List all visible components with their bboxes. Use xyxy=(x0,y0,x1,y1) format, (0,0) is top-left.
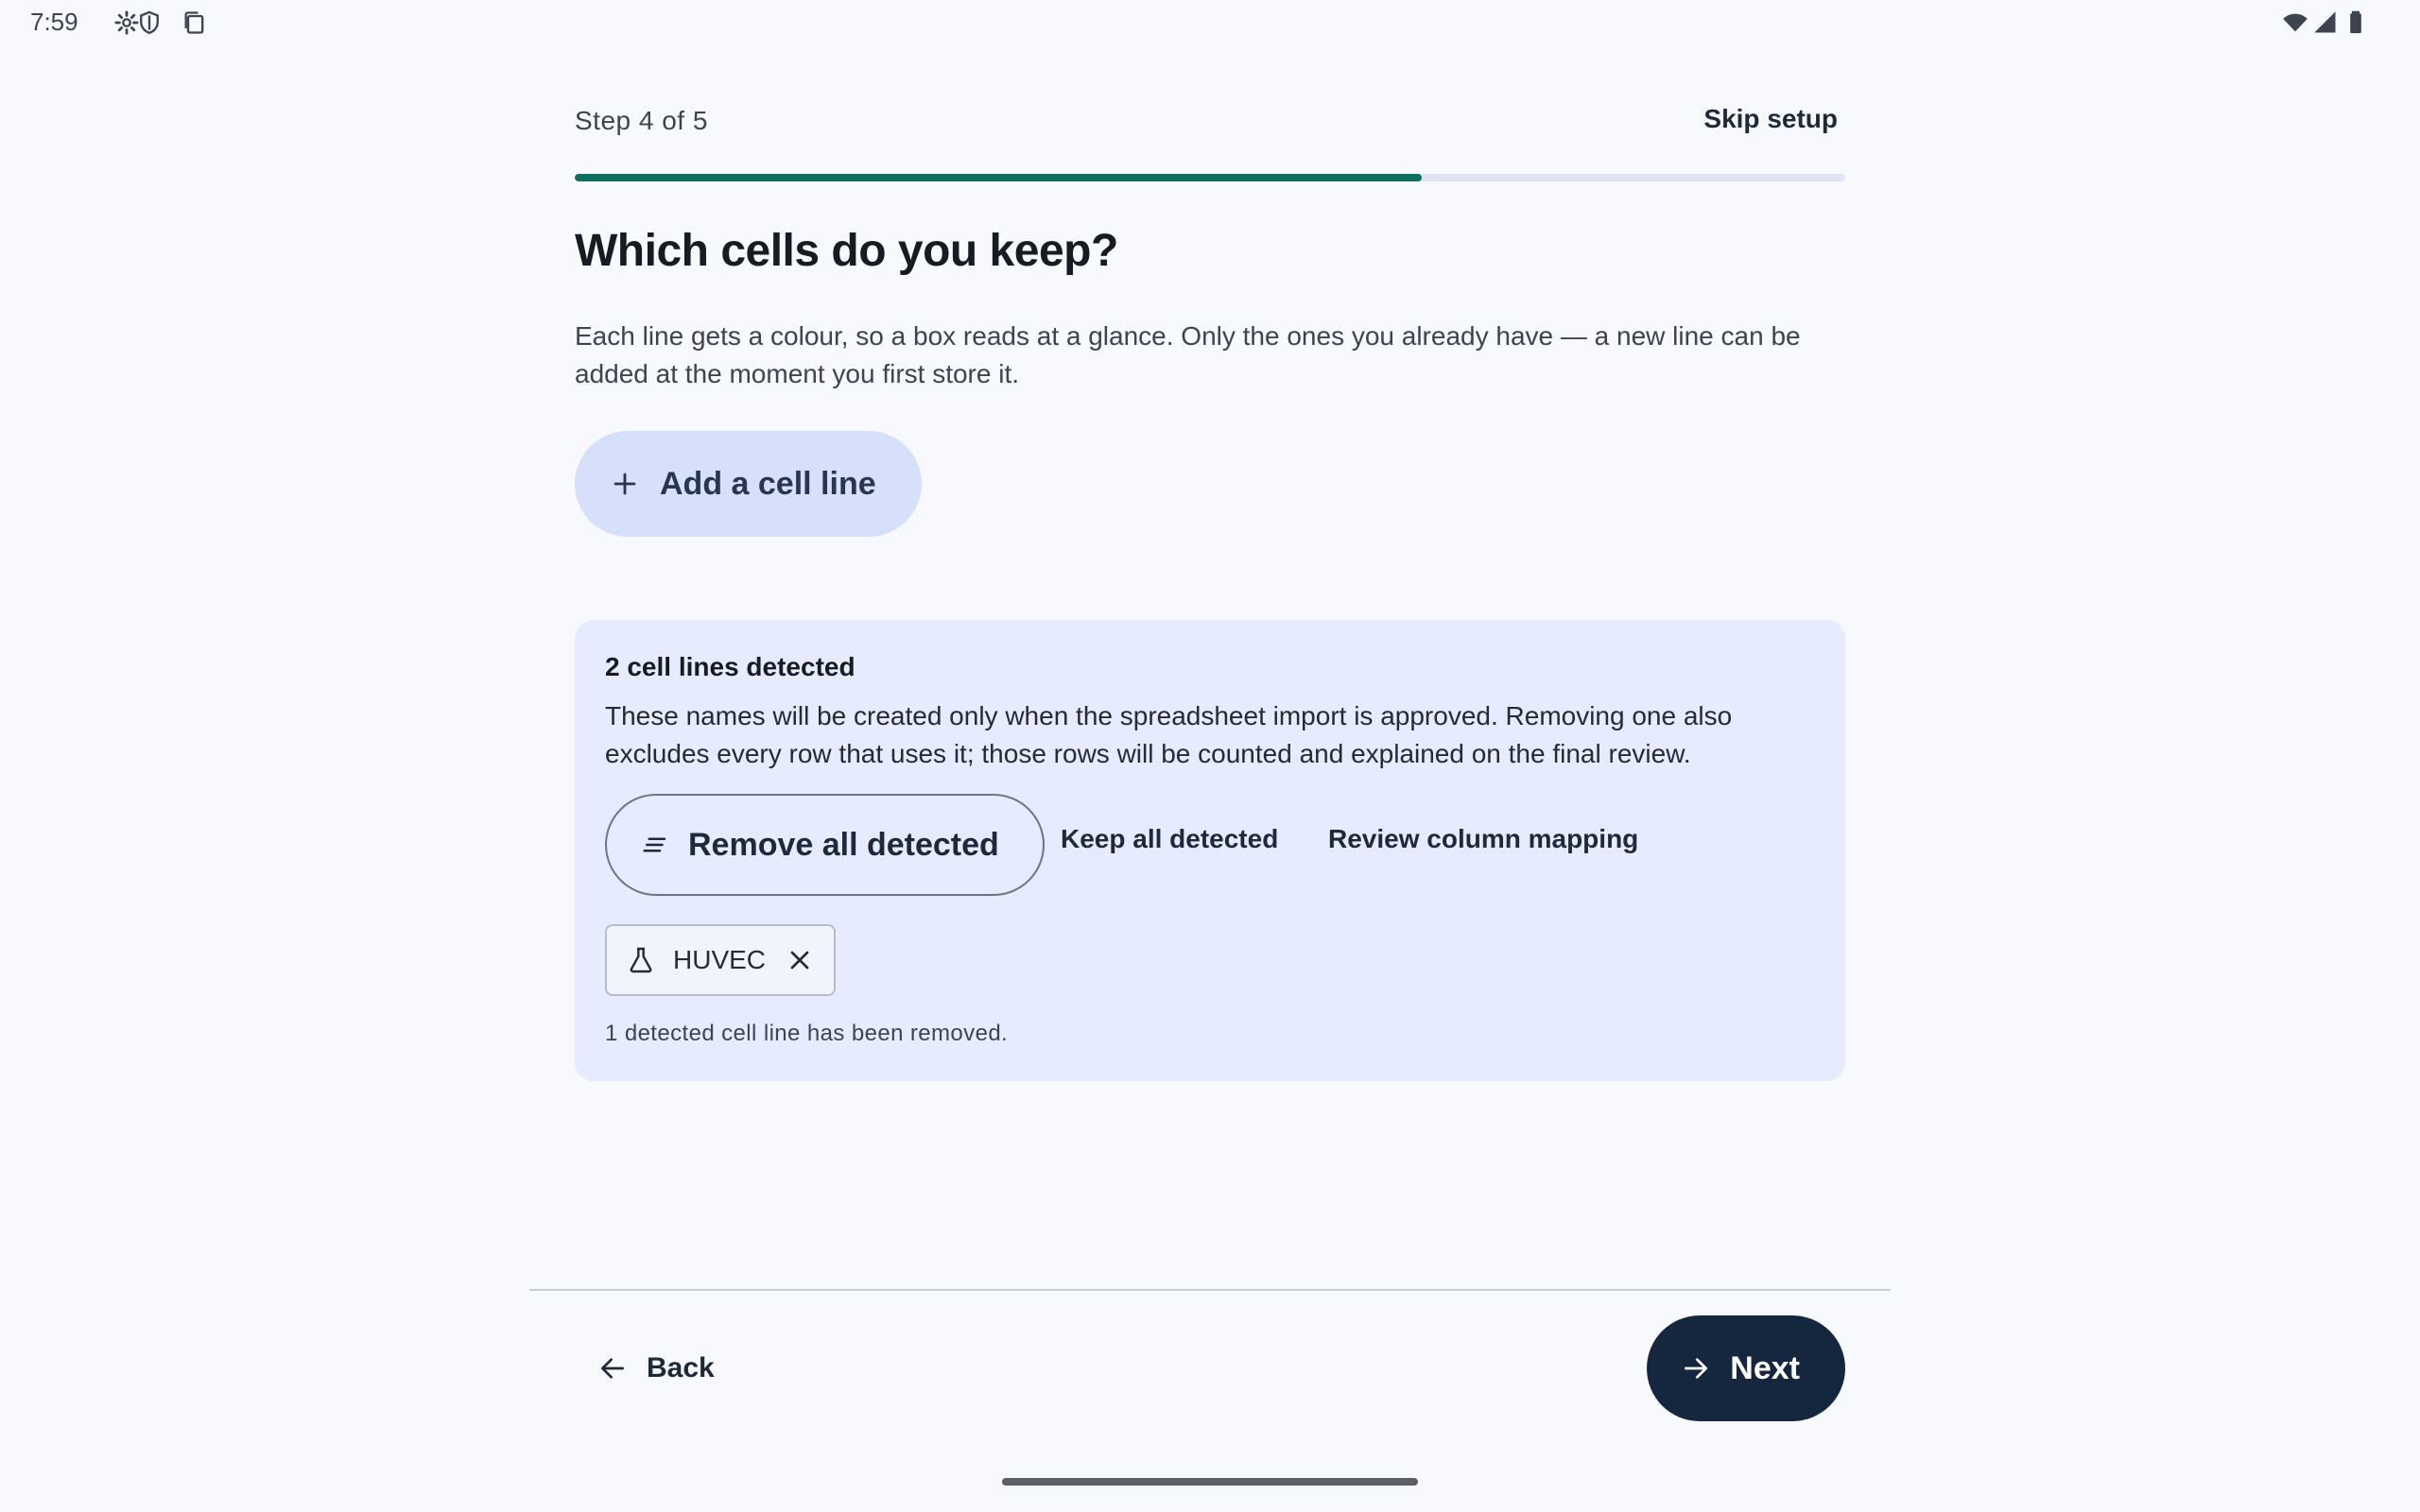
arrow-left-icon xyxy=(597,1353,628,1383)
flask-icon xyxy=(626,945,656,975)
remove-all-detected-label: Remove all detected xyxy=(688,826,999,863)
sort-lines-icon xyxy=(641,831,669,859)
detected-count-title: 2 cell lines detected xyxy=(605,652,856,681)
footer-divider xyxy=(529,1289,1891,1291)
page-title: Which cells do you keep? xyxy=(575,226,1118,276)
skip-setup-button[interactable]: Skip setup xyxy=(1703,104,1838,133)
wifi-icon xyxy=(2282,9,2308,36)
back-label: Back xyxy=(647,1352,715,1383)
status-bar xyxy=(0,0,2420,45)
home-indicator[interactable] xyxy=(1002,1478,1418,1486)
detected-explanation: These names will be created only when the spreadsheet import is approved. Removing one also excludes every row that uses it; those rows will be counted and explained on the final review. xyxy=(605,701,1733,768)
chip-label: HUVEC xyxy=(673,945,767,974)
step-indicator: Step 4 of 5 xyxy=(575,106,708,135)
shield-icon xyxy=(136,9,163,36)
close-icon[interactable] xyxy=(785,945,815,975)
progress-bar xyxy=(575,174,1845,181)
remove-all-detected-button[interactable] xyxy=(605,794,1045,896)
cell-signal-icon xyxy=(2312,9,2339,36)
progress-fill xyxy=(575,174,1422,181)
next-label: Next xyxy=(1730,1349,1800,1386)
page-description: Each line gets a colour, so a box reads at a glance. Only the ones you already have — a new line can be added at the moment you first store it. xyxy=(575,321,1801,388)
arrow-right-icon xyxy=(1681,1353,1711,1383)
removed-footnote: 1 detected cell line has been removed. xyxy=(605,1021,1009,1046)
clipboard-icon xyxy=(182,9,208,36)
back-button[interactable] xyxy=(597,1336,715,1400)
add-cell-line-label: Add a cell line xyxy=(660,465,876,502)
cell-line-chip[interactable] xyxy=(605,924,836,996)
detected-cell-lines-card xyxy=(575,620,1845,1081)
next-button[interactable] xyxy=(1647,1315,1845,1421)
battery-icon xyxy=(2342,9,2369,36)
plus-icon xyxy=(609,468,641,500)
status-time: 7:59 xyxy=(30,8,78,36)
keep-all-detected-button[interactable]: Keep all detected xyxy=(1061,824,1279,853)
review-column-mapping-button[interactable]: Review column mapping xyxy=(1328,824,1639,853)
add-cell-line-button[interactable] xyxy=(575,431,922,537)
